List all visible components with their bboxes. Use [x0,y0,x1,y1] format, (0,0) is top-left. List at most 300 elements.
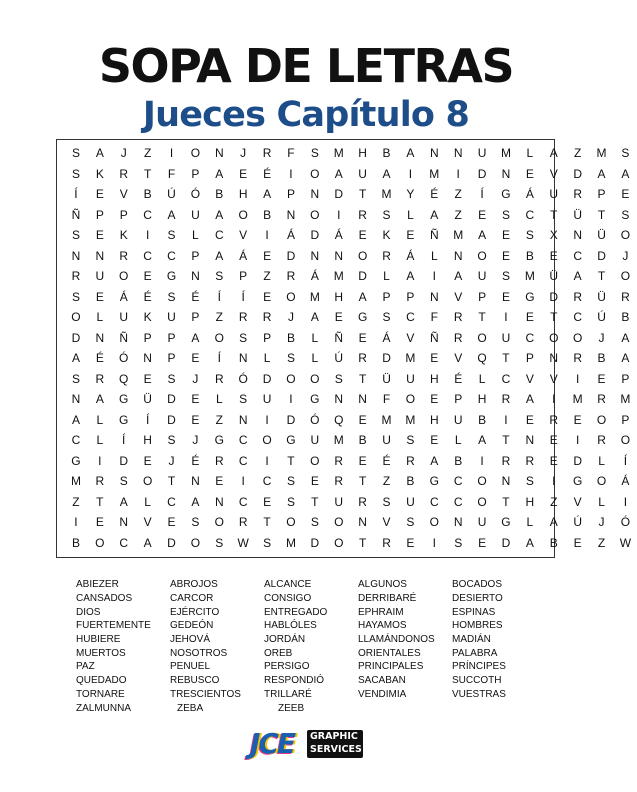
grid-letter: N [310,248,320,263]
word-item: DIOS [76,606,101,618]
grid-letter: E [478,535,487,550]
grid-letter: M [405,412,416,427]
grid-letter: I [504,310,508,325]
grid-letter: S [525,474,534,489]
grid-letter: O [310,166,320,181]
grid-letter: Á [621,474,630,489]
grid-letter: F [430,310,438,325]
word-item: JEHOVÁ [170,634,211,646]
grid-letter: P [263,330,272,345]
word-item: ZALMUNNA [76,702,132,714]
word-item: TORNARE [76,688,125,700]
word-item: MADIÁN [452,634,491,646]
grid-letter: S [215,269,224,284]
word-item: ZEBA [177,702,204,714]
grid-letter: Y [406,187,415,202]
grid-letter: S [263,535,272,550]
grid-letter: Ü [597,289,606,304]
grid-row [64,287,637,308]
grid-letter: P [597,187,606,202]
grid-letter: L [430,248,438,263]
jce-logo [250,727,362,761]
word-item: BOCADOS [452,579,503,591]
grid-letter: I [98,453,102,468]
grid-letter: E [191,351,200,366]
grid-letter: B [71,535,80,550]
grid-letter: D [334,187,344,202]
grid-letter: N [453,515,463,530]
grid-letter: D [549,289,559,304]
grid-letter: E [549,248,558,263]
grid-letter: A [454,269,463,284]
grid-letter: H [143,433,152,448]
grid-letter: U [167,310,176,325]
grid-letter: S [501,207,510,222]
grid-letter: É [263,166,272,181]
grid-letter: S [239,330,248,345]
grid-letter: O [310,453,320,468]
grid-letter: U [406,494,415,509]
grid-letter: A [382,166,391,181]
word-list-row [76,592,546,606]
grid-letter: G [429,474,439,489]
grid-letter: I [337,207,341,222]
grid-letter: T [311,494,319,509]
word-list [76,578,546,715]
grid-letter: L [454,433,462,448]
grid-letter: O [357,248,368,263]
grid-letter: T [167,474,176,489]
grid-row [64,369,637,390]
grid-letter: I [552,392,556,407]
grid-letter: D [167,535,176,550]
grid-letter: Ú [167,187,176,202]
grid-letter: D [286,412,296,427]
grid-letter: J [622,248,629,263]
grid-letter: L [96,310,104,325]
grid-letter: Ü [382,371,391,386]
grid-letter: J [598,330,605,345]
grid-letter: B [286,330,295,345]
grid-letter: S [406,515,415,530]
grid-letter: S [191,515,200,530]
grid-letter: E [358,330,367,345]
grid-letter: U [477,515,487,530]
grid-letter: G [572,474,583,489]
grid-letter: T [263,515,271,530]
grid-letter: T [358,535,367,550]
grid-letter: R [358,351,367,366]
grid-letter: O [549,330,559,345]
grid-letter: L [263,351,271,366]
grid-letter: Ú [573,515,582,530]
word-item: TRESCIENTOS [170,688,241,700]
grid-letter: D [310,228,320,243]
grid-letter: J [192,371,199,386]
word-list-row [76,633,546,647]
grid-letter: Z [597,535,606,550]
grid-letter: V [573,494,582,509]
grid-letter: C [262,474,272,489]
grid-letter: A [191,494,200,509]
word-item: PRÍNCIPES [452,661,506,673]
grid-letter: E [597,371,606,386]
grid-letter: C [406,310,415,325]
grid-letter: E [430,392,439,407]
word-item: ESPINAS [452,606,496,618]
grid-letter: O [620,228,631,243]
grid-letter: E [573,535,582,550]
page-subtitle: Jueces Capítulo 8 [142,95,470,135]
grid-letter: O [334,515,344,530]
grid-letter: K [95,166,104,181]
grid-letter: R [119,248,129,263]
grid-letter: O [429,515,439,530]
grid-letter: L [215,392,223,407]
grid-letter: Á [310,269,319,284]
grid-letter: I [504,412,508,427]
grid-letter: R [214,453,224,468]
grid-letter: N [501,474,511,489]
word-item: FUERTEMENTE [76,620,151,632]
grid-letter: S [71,146,80,161]
grid-letter: N [429,146,439,161]
grid-letter: I [480,453,484,468]
grid-letter: R [119,166,129,181]
grid-letter: Z [215,412,223,427]
grid-letter: O [214,515,224,530]
grid-letter: E [549,433,558,448]
word-list-row [76,646,546,660]
grid-letter: M [453,228,464,243]
grid-letter: Z [72,494,80,509]
grid-letter: S [286,474,295,489]
grid-letter: V [549,166,558,181]
grid-letter: Á [286,228,295,243]
grid-letter: Á [406,248,415,263]
grid-letter: P [191,166,200,181]
grid-letter: R [453,310,463,325]
grid-letter: A [71,412,80,427]
grid-letter: O [477,248,487,263]
grid-letter: A [95,146,104,161]
grid-letter: O [190,146,201,161]
grid-letter: D [477,166,487,181]
grid-letter: A [430,207,439,222]
grid-letter: C [573,248,582,263]
grid-letter: I [265,412,269,427]
grid-letter: C [573,310,582,325]
grid-letter: O [477,474,487,489]
grid-row [64,143,637,164]
grid-letter: N [358,515,367,530]
grid-letter: O [477,330,487,345]
grid-letter: N [143,351,152,366]
grid-letter: Í [217,289,221,304]
grid-letter: E [95,289,104,304]
grid-letter: L [598,494,605,509]
grid-letter: E [525,166,534,181]
grid-letter: R [95,474,105,489]
grid-letter: C [238,494,248,509]
grid-letter: E [406,535,415,550]
grid-letter: N [334,248,344,263]
grid-letter: U [382,433,391,448]
grid-letter: S [71,289,80,304]
grid-letter: E [358,228,367,243]
grid-letter: N [358,392,367,407]
grid-letter: N [191,269,200,284]
grid-letter: O [596,474,607,489]
grid-letter: C [143,207,152,222]
grid-letter: Z [382,474,391,489]
grid-letter: I [169,146,174,161]
grid-letter: B [263,207,272,222]
grid-letter: D [262,371,272,386]
grid-letter: G [214,433,224,448]
grid-letter: T [502,433,510,448]
grid-letter: U [477,269,487,284]
logo-line-services: SERVICES [310,744,362,755]
grid-letter: L [383,269,390,284]
word-list-row [76,605,546,619]
word-item: ABIEZER [76,579,119,591]
grid-letter: N [573,228,582,243]
grid-letter: M [333,146,344,161]
grid-letter: E [358,453,367,468]
grid-letter: B [382,146,391,161]
word-list-row [76,578,546,592]
word-item: VENDIMIA [358,688,407,700]
grid-letter: A [310,310,319,325]
word-item: EJÉRCITO [170,606,220,618]
letter-grid-cells [64,143,637,553]
grid-letter: R [238,515,248,530]
grid-letter: U [406,371,415,386]
grid-letter: O [620,433,631,448]
grid-letter: Ñ [334,330,344,345]
grid-letter: U [358,166,367,181]
grid-letter: R [382,248,391,263]
word-item: ABROJOS [170,579,218,591]
grid-letter: R [238,310,248,325]
grid-letter: E [263,494,272,509]
grid-letter: L [526,146,534,161]
grid-letter: A [215,166,224,181]
grid-row [64,225,637,246]
grid-letter: O [286,289,296,304]
grid-letter: Z [263,269,271,284]
grid-letter: R [621,289,630,304]
grid-letter: E [239,166,248,181]
grid-letter: A [430,453,439,468]
grid-letter: U [477,146,487,161]
grid-letter: J [120,146,127,161]
grid-letter: J [240,146,247,161]
grid-letter: R [382,535,391,550]
grid-letter: É [191,289,200,304]
grid-letter: Ñ [71,207,81,222]
grid-letter: Z [454,187,462,202]
word-item: HAYAMOS [358,620,407,632]
grid-letter: A [525,392,534,407]
grid-letter: N [525,433,535,448]
word-item: JORDÁN [264,634,306,646]
word-item: CANSADOS [76,593,133,605]
grid-letter: G [357,310,368,325]
grid-letter: E [525,412,534,427]
word-item: ZEEB [278,702,305,714]
grid-letter: E [95,228,104,243]
grid-letter: R [406,453,415,468]
grid-letter: P [119,207,128,222]
grid-letter: S [334,371,343,386]
grid-row [64,430,637,451]
grid-letter: E [263,289,272,304]
grid-letter: É [382,453,391,468]
grid-letter: K [382,228,391,243]
grid-letter: M [381,412,392,427]
grid-letter: G [501,515,511,530]
grid-letter: O [286,515,296,530]
grid-letter: C [525,330,535,345]
grid-letter: O [238,207,248,222]
grid-letter: N [191,474,200,489]
grid-letter: R [549,412,559,427]
grid-letter: S [621,146,630,161]
grid-letter: P [621,371,630,386]
grid-letter: A [406,269,415,284]
grid-letter: T [502,351,510,366]
grid-letter: O [596,412,607,427]
grid-letter: E [215,474,224,489]
grid-letter: A [358,289,367,304]
grid-letter: S [119,474,128,489]
grid-letter: S [167,289,176,304]
grid-letter: T [143,166,152,181]
grid-row [64,205,637,226]
grid-letter: N [501,166,511,181]
grid-letter: A [334,166,343,181]
grid-letter: N [214,494,224,509]
word-item: SUCCOTH [452,675,502,687]
grid-letter: S [286,351,295,366]
grid-letter: R [262,146,272,161]
grid-letter: Ü [573,207,582,222]
grid-letter: N [214,146,224,161]
grid-letter: Ó [238,371,248,386]
word-item: ALGUNOS [358,579,407,591]
grid-letter: O [334,535,344,550]
grid-letter: P [406,289,415,304]
grid-letter: E [478,207,487,222]
grid-letter: N [119,515,129,530]
grid-letter: W [237,535,249,550]
grid-letter: I [145,228,150,243]
grid-letter: Ó [310,412,320,427]
grid-letter: E [143,371,152,386]
grid-letter: N [95,248,105,263]
grid-letter: D [71,330,81,345]
grid-letter: M [524,269,535,284]
grid-letter: P [454,392,463,407]
grid-letter: I [623,494,628,509]
grid-letter: S [71,371,80,386]
word-item: PERSIGO [264,661,310,673]
grid-letter: P [95,207,104,222]
grid-letter: E [191,392,200,407]
grid-letter: I [265,453,269,468]
grid-letter: V [454,289,463,304]
grid-letter: C [501,371,511,386]
grid-letter: G [119,412,129,427]
grid-letter: S [501,269,510,284]
grid-letter: U [549,187,559,202]
grid-letter: O [262,433,272,448]
grid-letter: T [550,310,558,325]
grid-letter: B [406,474,415,489]
grid-letter: Ñ [429,330,439,345]
grid-letter: P [143,330,152,345]
grid-letter: Z [454,207,462,222]
grid-letter: Í [145,412,150,427]
grid-letter: Í [480,187,484,202]
grid-letter: A [549,146,558,161]
grid-letter: R [501,453,511,468]
grid-letter: R [358,494,367,509]
grid-letter: L [144,494,151,509]
grid-letter: D [382,351,391,366]
word-item: REBUSCO [170,675,220,687]
grid-letter: R [453,330,463,345]
grid-letter: P [525,351,534,366]
grid-letter: É [430,187,439,202]
grid-letter: L [478,371,486,386]
grid-letter: A [621,330,630,345]
grid-letter: P [286,187,295,202]
grid-letter: P [478,289,487,304]
grid-letter: H [238,187,248,202]
grid-letter: D [501,535,511,550]
grid-letter: S [310,146,319,161]
logo-line-graphic: GRAPHIC [310,731,358,742]
word-item: PENUEL [170,661,211,673]
grid-letter: S [382,207,391,222]
grid-letter: H [477,392,487,407]
grid-letter: Á [239,248,248,263]
grid-letter: L [311,351,319,366]
grid-letter: L [192,228,199,243]
grid-letter: F [382,392,391,407]
grid-letter: Q [477,351,487,366]
grid-row [64,164,637,185]
grid-letter: U [334,494,344,509]
grid-letter: A [143,535,152,550]
grid-letter: I [265,228,269,243]
grid-letter: E [95,187,104,202]
grid-letter: B [454,453,463,468]
grid-letter: U [310,433,320,448]
grid-letter: S [71,228,80,243]
grid-letter: E [621,187,630,202]
grid-letter: Z [550,494,558,509]
grid-letter: E [143,269,152,284]
grid-letter: D [573,453,582,468]
grid-letter: M [620,392,631,407]
word-item: CONSIGO [264,593,312,605]
grid-letter: G [525,289,535,304]
grid-letter: Í [74,187,78,202]
